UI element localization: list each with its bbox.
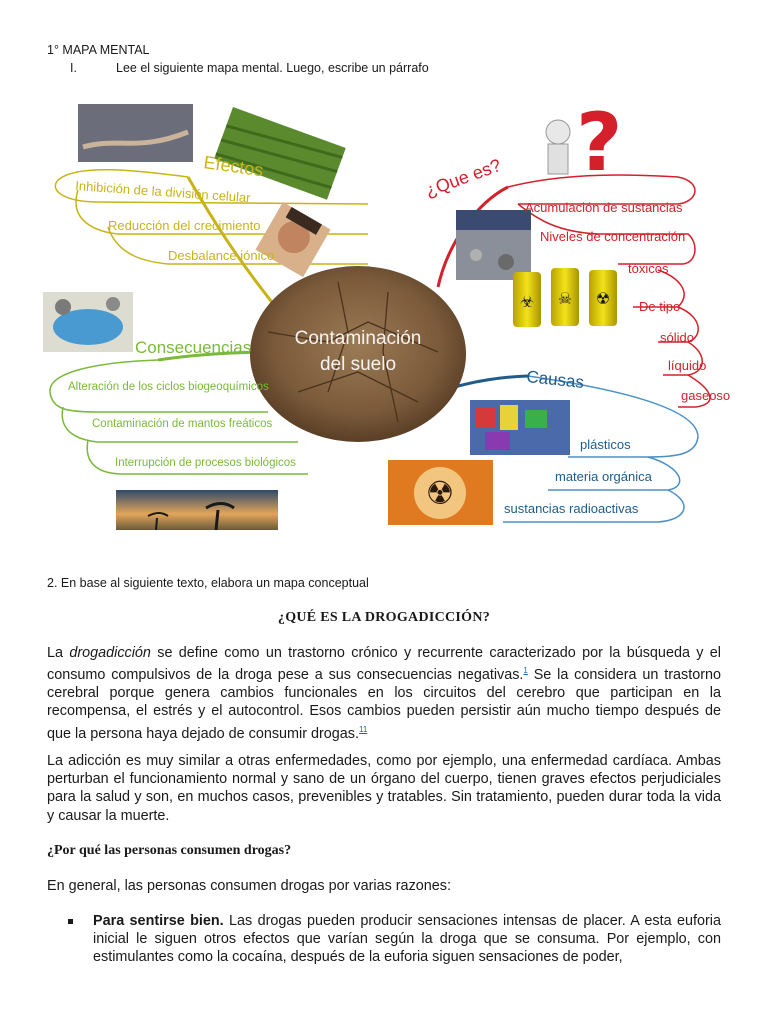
- green-field-image: [214, 107, 346, 200]
- paragraph-1: [47, 644, 721, 743]
- causas-title: Causas: [525, 367, 585, 393]
- center-title-line2: del suelo: [319, 354, 397, 375]
- que-es-item-7: gaseoso: [681, 388, 731, 403]
- polluted-river-image: [78, 104, 193, 162]
- consecuencias-title: Consecuencias: [135, 338, 252, 357]
- consecuencias-item-1: Alteración de los ciclos biogeoquímicos: [68, 381, 269, 393]
- efectos-title: Efectos: [202, 152, 265, 181]
- que-es-item-4: De tipo: [639, 299, 681, 314]
- section1-title: 1° MAPA MENTAL: [47, 43, 150, 57]
- instruction-text: Lee el siguiente mapa mental. Luego, escribe un párrafo: [116, 61, 429, 75]
- subheading: ¿Por qué las personas consumen drogas?: [47, 843, 292, 858]
- que-es-title: ¿Que es?: [422, 154, 504, 201]
- efectos-item-2: Reducción del crecimiento: [108, 218, 261, 233]
- paragraph-2: La adicción es muy similar a otras enfermedades, como por ejemplo, una enfermedad cardíaca. Ambas perturban el funcionamiento normal y sano de un órgano del cuerpo, tienen graves efectos perjudiciales para la salud y son, en muchos casos, prevenibles y tratables. Sin tratamiento, pueden durar toda la vida y causar la muerte.: [47, 753, 721, 824]
- radioactive-sign-image: [388, 460, 493, 525]
- p1-term: drogadicción: [69, 645, 151, 661]
- que-es-item-1: Acumulación de sustancias: [525, 200, 683, 215]
- p1-start: La: [47, 645, 70, 661]
- plastics-image: [470, 400, 570, 455]
- person-face-image: [256, 202, 331, 277]
- efectos-item-3: Desbalance iónico: [168, 248, 275, 263]
- paragraph-3: En general, las personas consumen drogas por varias razones:: [47, 878, 451, 894]
- list-number: I.: [70, 61, 77, 75]
- footnote-ref-11[interactable]: 11: [359, 724, 368, 734]
- polluted-earth-image: [43, 292, 133, 352]
- svg-text:☢: ☢: [595, 291, 611, 308]
- svg-text:?: ?: [576, 96, 623, 189]
- p1-part-b: Se la considera un trastorno cerebral porque genera cambios funcionales en los circuitos del cerebro que participan en la recompensa, el estrés y el autocontrol. Esos cambios pueden persistir aún mucho tiempo después de que la persona haya dejado de consumir drogas.: [47, 667, 721, 742]
- que-es-item-2: Niveles de concentración: [540, 229, 686, 244]
- savanna-sunset-image: [116, 490, 278, 530]
- list-item: [70, 912, 721, 967]
- causas-item-1: plásticos: [580, 437, 631, 452]
- section2-title: 2. En base al siguiente texto, elabora un mapa conceptual: [47, 576, 369, 590]
- center-title-line1: Contaminación: [294, 328, 422, 349]
- section1-instruction-line: [70, 61, 429, 75]
- que-es-item-5: sólido: [660, 330, 694, 345]
- svg-text:☢: ☢: [425, 475, 455, 511]
- document-title: ¿QUÉ ES LA DROGADICCIÓN?: [277, 610, 491, 625]
- garbage-landfill-image: [456, 210, 531, 280]
- bullet-marker: [68, 919, 73, 924]
- consecuencias-item-2: Contaminación de mantos freáticos: [92, 418, 273, 430]
- que-es-item-3: tóxicos: [628, 261, 669, 276]
- svg-text:☠: ☠: [557, 291, 573, 308]
- causas-item-3: sustancias radioactivas: [504, 501, 639, 516]
- bullet-body: Las drogas pueden producir sensaciones intensas de placer. A esta euforia inicial le siguen otros efectos que varían según la droga que se consuma. Por ejemplo, con estimulantes como la cocaína, después de la euforia siguen sensaciones de poder,: [93, 913, 721, 966]
- que-es-item-6: líquido: [668, 358, 707, 373]
- mind-map: [38, 92, 738, 542]
- p1-part-a: se define como un trastorno crónico y recurrente caracterizado por la búsqueda y el consumo compulsivos de la droga pese a sus consecuencias negativas.: [47, 645, 721, 683]
- efectos-item-1: Inhibición de la división celular: [74, 178, 252, 206]
- svg-text:☣: ☣: [519, 294, 535, 311]
- bullet-text: [93, 912, 721, 967]
- question-mark-figure-image: [546, 96, 622, 189]
- bullet-bold: Para sentirse bien.: [93, 913, 224, 929]
- consecuencias-item-3: Interrupción de procesos biológicos: [115, 457, 296, 469]
- toxic-barrels-image: [513, 268, 617, 327]
- footnote-ref-1[interactable]: 1: [523, 666, 528, 676]
- causas-item-2: materia orgánica: [555, 469, 652, 484]
